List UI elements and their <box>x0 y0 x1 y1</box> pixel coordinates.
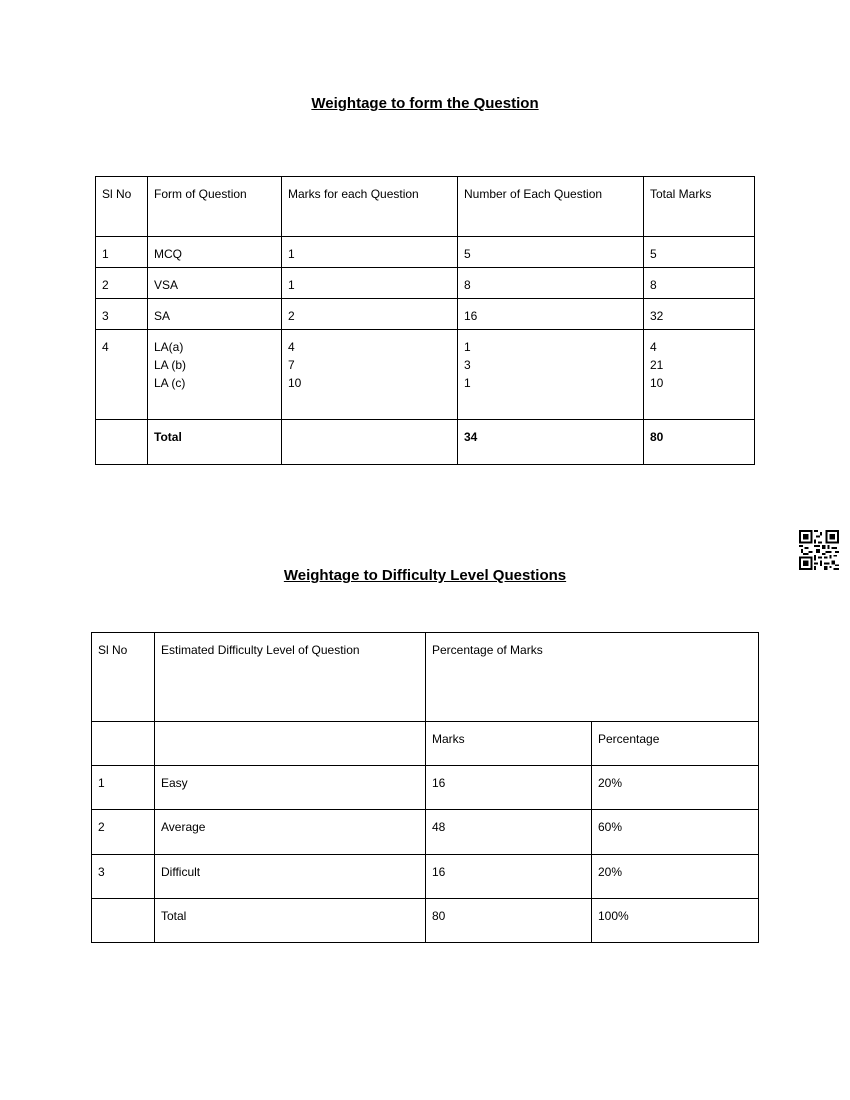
form-weightage-table <box>95 176 755 465</box>
header-form: Form of Question <box>148 177 282 237</box>
cell-marks-list <box>282 330 458 420</box>
cell-total-item: 4 <box>650 340 657 354</box>
cell-marks-item: 10 <box>288 376 302 390</box>
cell-number-item: 1 <box>464 376 471 390</box>
cell-form-item: LA(a) <box>154 340 184 354</box>
cell-number-list <box>458 330 644 420</box>
cell-marks-item: 7 <box>288 358 295 372</box>
cell-marks: 48 <box>426 810 592 855</box>
cell-number-item: 3 <box>464 358 471 372</box>
cell-sl: 1 <box>92 766 155 810</box>
cell-level: Difficult <box>155 855 426 899</box>
cell-percentage: 20% <box>592 855 759 899</box>
cell-total: 32 <box>644 299 755 330</box>
cell-sl: 1 <box>96 237 148 268</box>
cell-form: VSA <box>148 268 282 299</box>
cell-number: 5 <box>458 237 644 268</box>
section2-title: Weightage to Difficulty Level Questions <box>283 567 567 584</box>
cell-sl: 4 <box>96 330 148 420</box>
cell-empty <box>155 722 426 766</box>
cell-number: 16 <box>458 299 644 330</box>
subheader-percentage: Percentage <box>592 722 759 766</box>
header-marks-each: Marks for each Question <box>282 177 458 237</box>
table-row <box>96 237 755 268</box>
header-sl-no: Sl No <box>96 177 148 237</box>
cell-sl <box>92 899 155 943</box>
table-header-row <box>92 633 759 722</box>
cell-level: Easy <box>155 766 426 810</box>
cell-total-list <box>644 330 755 420</box>
cell-total: 5 <box>644 237 755 268</box>
cell-sl: 2 <box>96 268 148 299</box>
table-row <box>92 855 759 899</box>
header-sl-no: Sl No <box>92 633 155 722</box>
cell-sl: 3 <box>96 299 148 330</box>
cell-total-item: 10 <box>650 376 664 390</box>
total-percentage: 100% <box>592 899 759 943</box>
cell-marks <box>282 420 458 465</box>
difficulty-weightage-table <box>91 632 759 943</box>
cell-marks-item: 4 <box>288 340 295 354</box>
cell-total-item: 21 <box>650 358 664 372</box>
cell-sl: 3 <box>92 855 155 899</box>
cell-total: 8 <box>644 268 755 299</box>
table-subheader-row <box>92 722 759 766</box>
cell-number: 8 <box>458 268 644 299</box>
cell-form: MCQ <box>148 237 282 268</box>
total-number: 34 <box>458 420 644 465</box>
cell-marks: 1 <box>282 268 458 299</box>
header-number-each: Number of Each Question <box>458 177 644 237</box>
total-marks: 80 <box>426 899 592 943</box>
table-row-la <box>96 330 755 420</box>
cell-marks: 16 <box>426 855 592 899</box>
cell-sl <box>96 420 148 465</box>
table-header-row <box>96 177 755 237</box>
table-total-row <box>92 899 759 943</box>
total-label: Total <box>155 899 426 943</box>
qr-code-icon <box>799 530 839 570</box>
total-label: Total <box>148 420 282 465</box>
subheader-marks: Marks <box>426 722 592 766</box>
header-percentage-of-marks: Percentage of Marks <box>426 633 759 722</box>
table-row <box>92 810 759 855</box>
cell-percentage: 60% <box>592 810 759 855</box>
cell-empty <box>92 722 155 766</box>
cell-form: SA <box>148 299 282 330</box>
table-row <box>92 766 759 810</box>
table-row <box>96 299 755 330</box>
cell-form-item: LA (c) <box>154 376 186 390</box>
cell-marks: 16 <box>426 766 592 810</box>
cell-form-item: LA (b) <box>154 358 187 372</box>
cell-percentage: 20% <box>592 766 759 810</box>
header-difficulty-level: Estimated Difficulty Level of Question <box>155 633 426 722</box>
cell-marks: 2 <box>282 299 458 330</box>
header-total-marks: Total Marks <box>644 177 755 237</box>
total-marks: 80 <box>644 420 755 465</box>
cell-sl: 2 <box>92 810 155 855</box>
cell-form-list <box>148 330 282 420</box>
table-row <box>96 268 755 299</box>
table-total-row <box>96 420 755 465</box>
cell-number-item: 1 <box>464 340 471 354</box>
section1-title: Weightage to form the Question <box>311 95 539 112</box>
cell-level: Average <box>155 810 426 855</box>
cell-marks: 1 <box>282 237 458 268</box>
